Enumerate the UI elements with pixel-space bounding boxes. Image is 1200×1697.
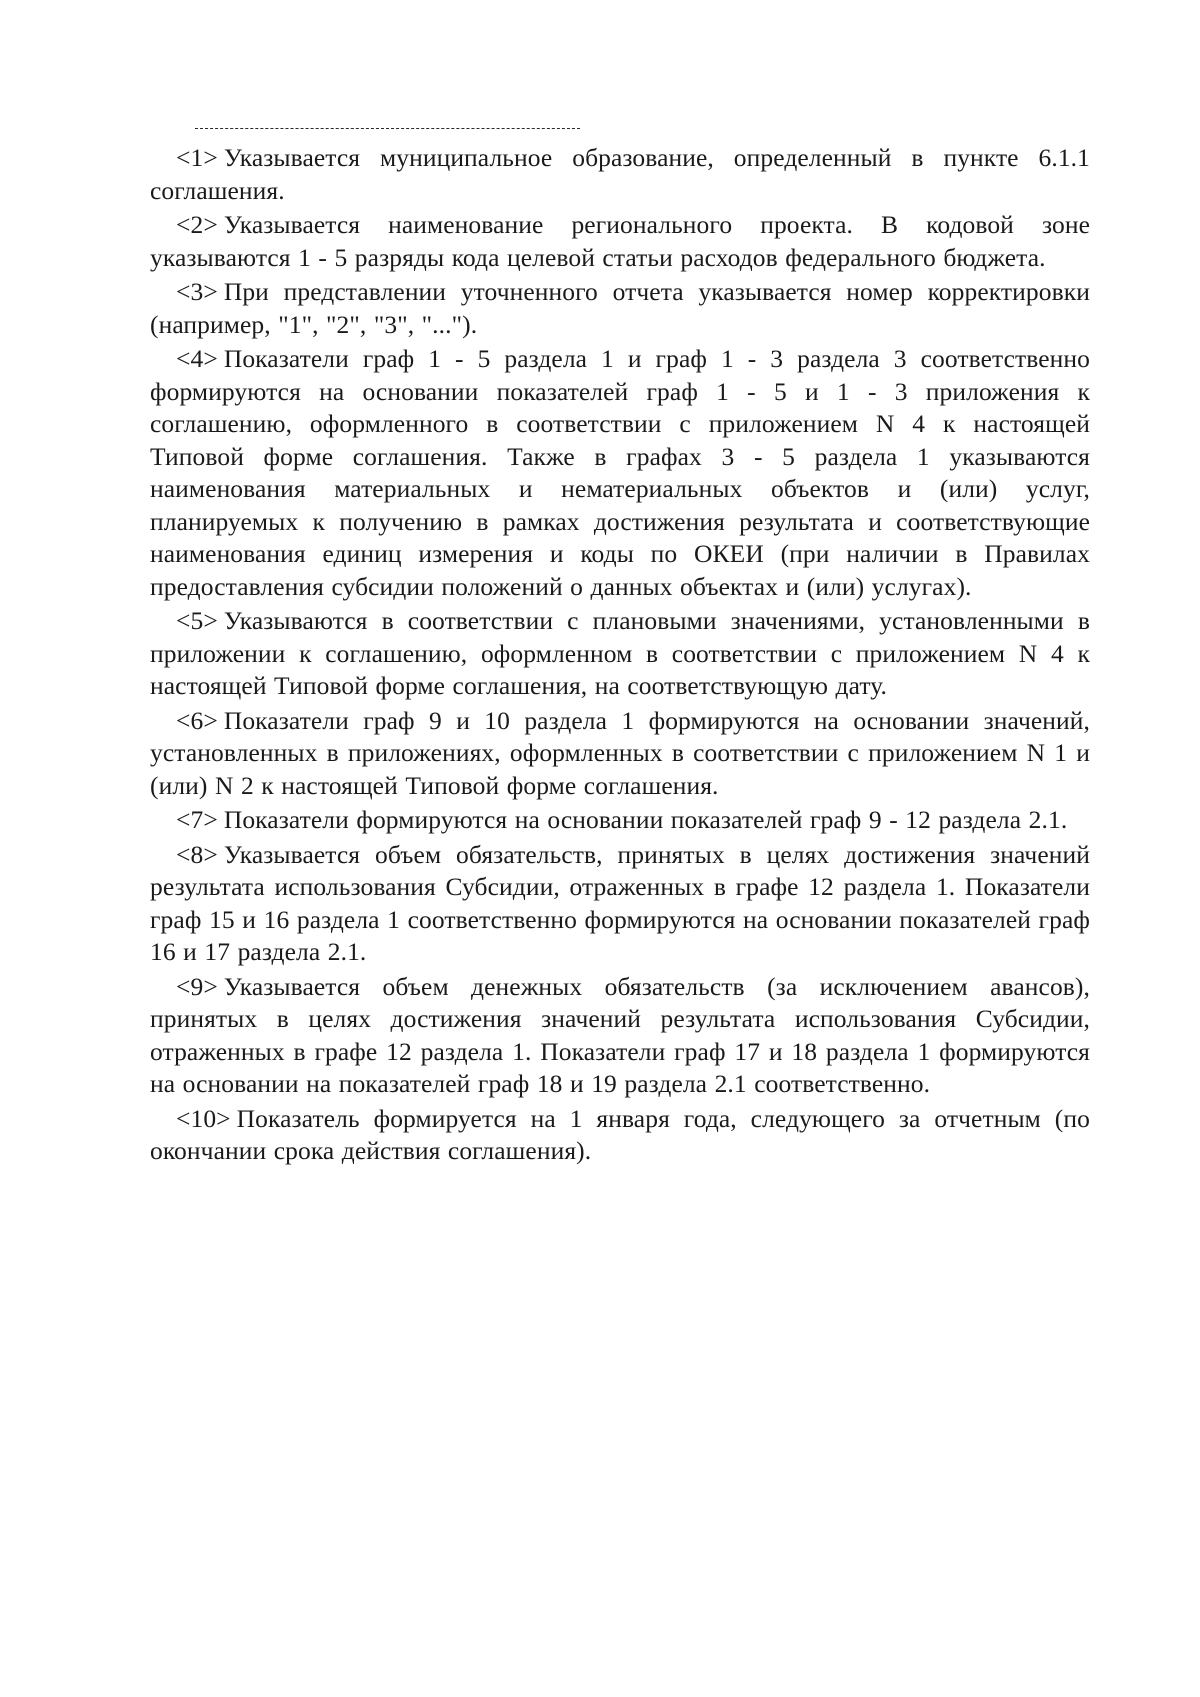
footnote-10 [150,1103,1090,1168]
footnote-ref: <4> [176,344,218,373]
footnote-8 [150,839,1090,969]
footnotes-list [150,142,1090,1168]
footnote-7 [150,804,1090,837]
footnote-2 [150,209,1090,274]
footnote-9 [150,971,1090,1101]
footnote-6 [150,705,1090,803]
footnote-ref: <10> [176,1103,231,1133]
footnote-ref: <9> [176,971,218,1001]
footnote-ref: <2> [176,210,218,239]
footnote-text: Показатель формируется на 1 января года, следующего за отчетным (по окончании срока действия соглашения). [150,1103,1090,1165]
footnote-3 [150,276,1090,341]
footnote-text: Показатели формируются на основании показателей граф 9 - 12 раздела 2.1. [223,805,1068,834]
footnote-ref: <8> [176,839,218,869]
footnote-5 [150,605,1090,703]
footnote-ref: <7> [176,805,218,834]
footnote-text: Показатели граф 1 - 5 раздела 1 и граф 1 - 3 раздела 3 соответственно формируются на основании показателей граф 1 - 5 и 1 - 3 приложения к соглашению, оформленного в соответствии с приложением N 4 к настоящей Типовой форме соглашения. Также в графах 3 - 5 раздела 1 указываются наименования материальных и нематериальных объектов и (или) услуг, планируемых к получению в рамках достижения результата и соответствующие наименования единиц измерения и коды по ОКЕИ (при наличии в Правилах предоставления субсидии положений о данных объектах и (или) услугах). [150,344,1090,601]
footnote-ref: <5> [176,606,218,635]
footnote-text: Указываются в соответствии с плановыми значениями, установленными в приложении к соглашению, оформленном в соответствии с приложением N 4 к настоящей Типовой форме соглашения, на соответствующую дату. [150,606,1090,700]
footnote-separator [195,128,580,129]
footnote-4 [150,343,1090,603]
footnote-text: Указывается наименование регионального проекта. В кодовой зоне указываются 1 - 5 разряды кода целевой статьи расходов федерального бюджета. [150,210,1090,272]
footnote-ref: <3> [176,277,218,306]
footnote-text: Показатели граф 9 и 10 раздела 1 формируются на основании значений, установленных в приложениях, оформленных в соответствии с приложением N 1 и (или) N 2 к настоящей Типовой форме соглашения. [150,705,1090,800]
footnote-ref: <1> [176,143,218,172]
footnote-text: Указывается муниципальное образование, определенный в пункте 6.1.1 соглашения. [150,143,1090,205]
footnote-ref: <6> [176,705,218,735]
footnote-1 [150,142,1090,207]
footnote-text: При представлении уточненного отчета указывается номер корректировки (например, "1", "2", "3", "..."). [150,277,1090,339]
footnote-text: Указывается объем обязательств, принятых в целях достижения значений результата использования Субсидии, отраженных в графе 12 раздела 1. Показатели граф 15 и 16 раздела 1 соответственно формируются на основании показателей граф 16 и 17 раздела 2.1. [150,839,1090,966]
footnote-text: Указывается объем денежных обязательств (за исключением авансов), принятых в целях достижения значений результата использования Субсидии, отраженных в графе 12 раздела 1. Показатели граф 17 и 18 раздела 1 формируются на основании на показателей граф 18 и 19 раздела 2.1 соответственно. [150,971,1090,1098]
